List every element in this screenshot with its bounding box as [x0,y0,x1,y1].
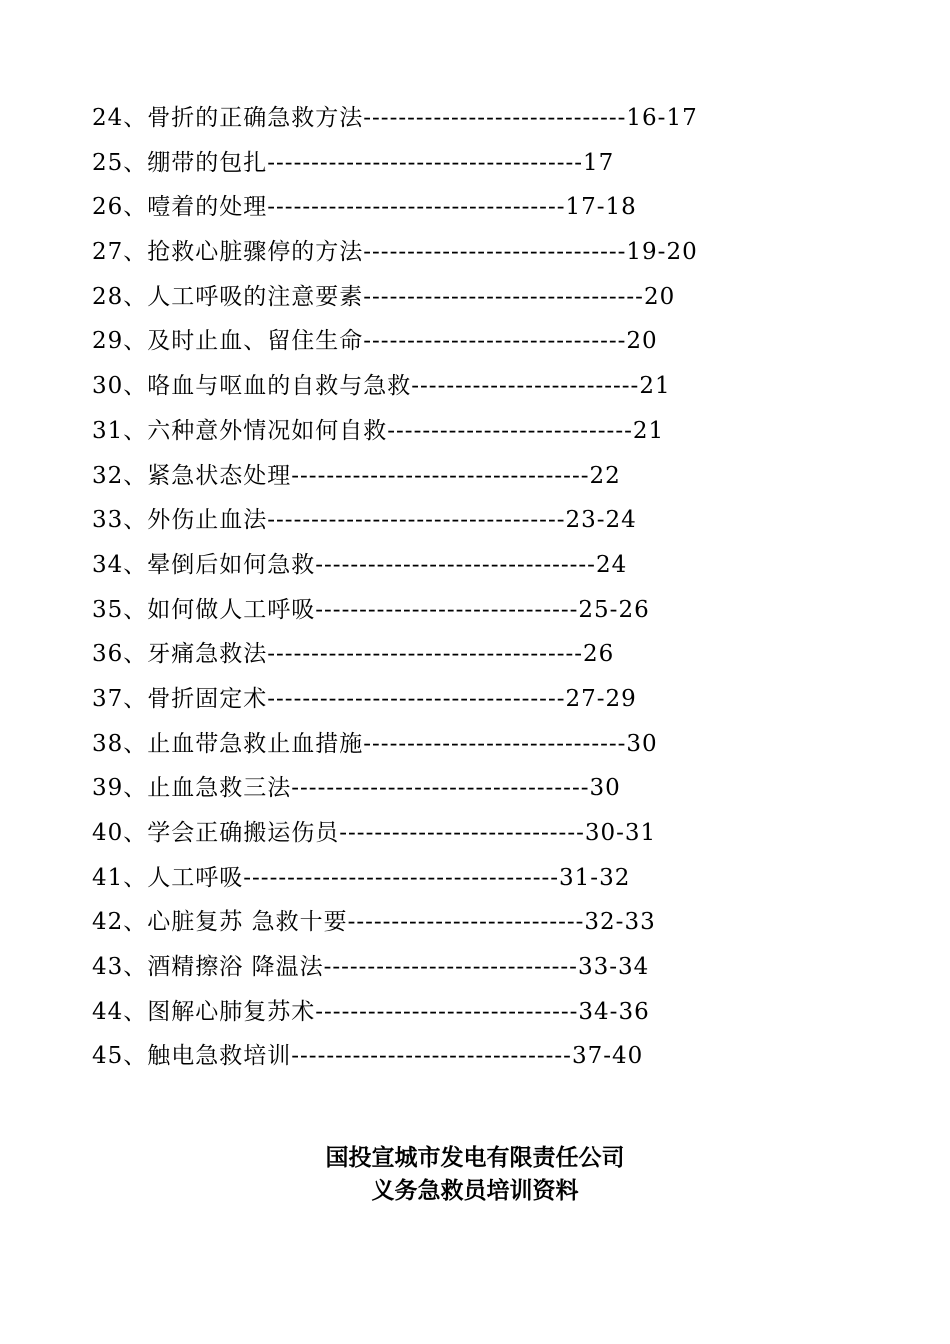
toc-entry-38[interactable] [92,722,832,767]
toc-entry-text: 41、人工呼吸------------------------------------31-32 [92,864,631,891]
toc-entry-28[interactable] [92,275,832,320]
toc-entry-text: 26、噎着的处理----------------------------------17-18 [92,194,637,221]
document-subtitle: 义务急救员培训资料 [371,1178,579,1204]
toc-entry-43[interactable] [92,945,832,990]
toc-entry-text: 38、止血带急救止血措施------------------------------30 [92,730,658,757]
toc-entry-text: 43、酒精擦浴 降温法-----------------------------33-34 [92,954,650,981]
toc-entry-text: 34、晕倒后如何急救--------------------------------24 [92,551,628,578]
toc-entry-37[interactable] [92,677,832,722]
toc-entry-text: 42、心脏复苏 急救十要---------------------------32-33 [92,909,656,936]
document-footer [0,1142,950,1208]
toc-entry-text: 45、触电急救培训--------------------------------37-40 [92,1043,644,1070]
company-name: 国投宣城市发电有限责任公司 [325,1145,625,1171]
toc-entry-30[interactable] [92,364,832,409]
toc-entry-35[interactable] [92,588,832,633]
toc-entry-text: 29、及时止血、留住生命------------------------------20 [92,328,658,355]
toc-entry-text: 28、人工呼吸的注意要素--------------------------------20 [92,283,676,310]
toc-entry-text: 36、牙痛急救法------------------------------------26 [92,641,615,668]
toc-entry-text: 27、抢救心脏骤停的方法------------------------------19-20 [92,239,698,266]
table-of-contents [92,96,832,1079]
toc-entry-text: 30、咯血与呕血的自救与急救--------------------------21 [92,373,671,400]
toc-entry-32[interactable] [92,454,832,499]
toc-entry-27[interactable] [92,230,832,275]
toc-entry-33[interactable] [92,498,832,543]
toc-entry-42[interactable] [92,900,832,945]
toc-entry-39[interactable] [92,766,832,811]
toc-entry-text: 40、学会正确搬运伤员----------------------------30-31 [92,820,657,846]
toc-entry-text: 35、如何做人工呼吸------------------------------25-26 [92,596,650,623]
toc-entry-44[interactable] [92,990,832,1035]
toc-entry-31[interactable] [92,409,832,454]
toc-entry-text: 37、骨折固定术----------------------------------27-29 [92,685,637,712]
toc-entry-text: 24、骨折的正确急救方法------------------------------16-17 [92,105,698,131]
toc-entry-25[interactable] [92,141,832,186]
toc-entry-text: 44、图解心肺复苏术------------------------------34-36 [92,998,650,1025]
toc-entry-text: 31、六种意外情况如何自救----------------------------21 [92,417,665,444]
toc-entry-text: 33、外伤止血法----------------------------------23-24 [92,507,637,534]
toc-entry-34[interactable] [92,543,832,588]
toc-entry-29[interactable] [92,319,832,364]
toc-entry-text: 32、紧急状态处理----------------------------------22 [92,462,621,489]
toc-entry-text: 25、绷带的包扎------------------------------------17 [92,149,615,176]
toc-entry-41[interactable] [92,856,832,901]
toc-entry-text: 39、止血急救三法----------------------------------30 [92,775,621,802]
toc-entry-24[interactable] [92,96,832,141]
toc-entry-26[interactable] [92,185,832,230]
toc-entry-40[interactable] [92,811,832,856]
toc-entry-36[interactable] [92,632,832,677]
toc-entry-45[interactable] [92,1034,832,1079]
